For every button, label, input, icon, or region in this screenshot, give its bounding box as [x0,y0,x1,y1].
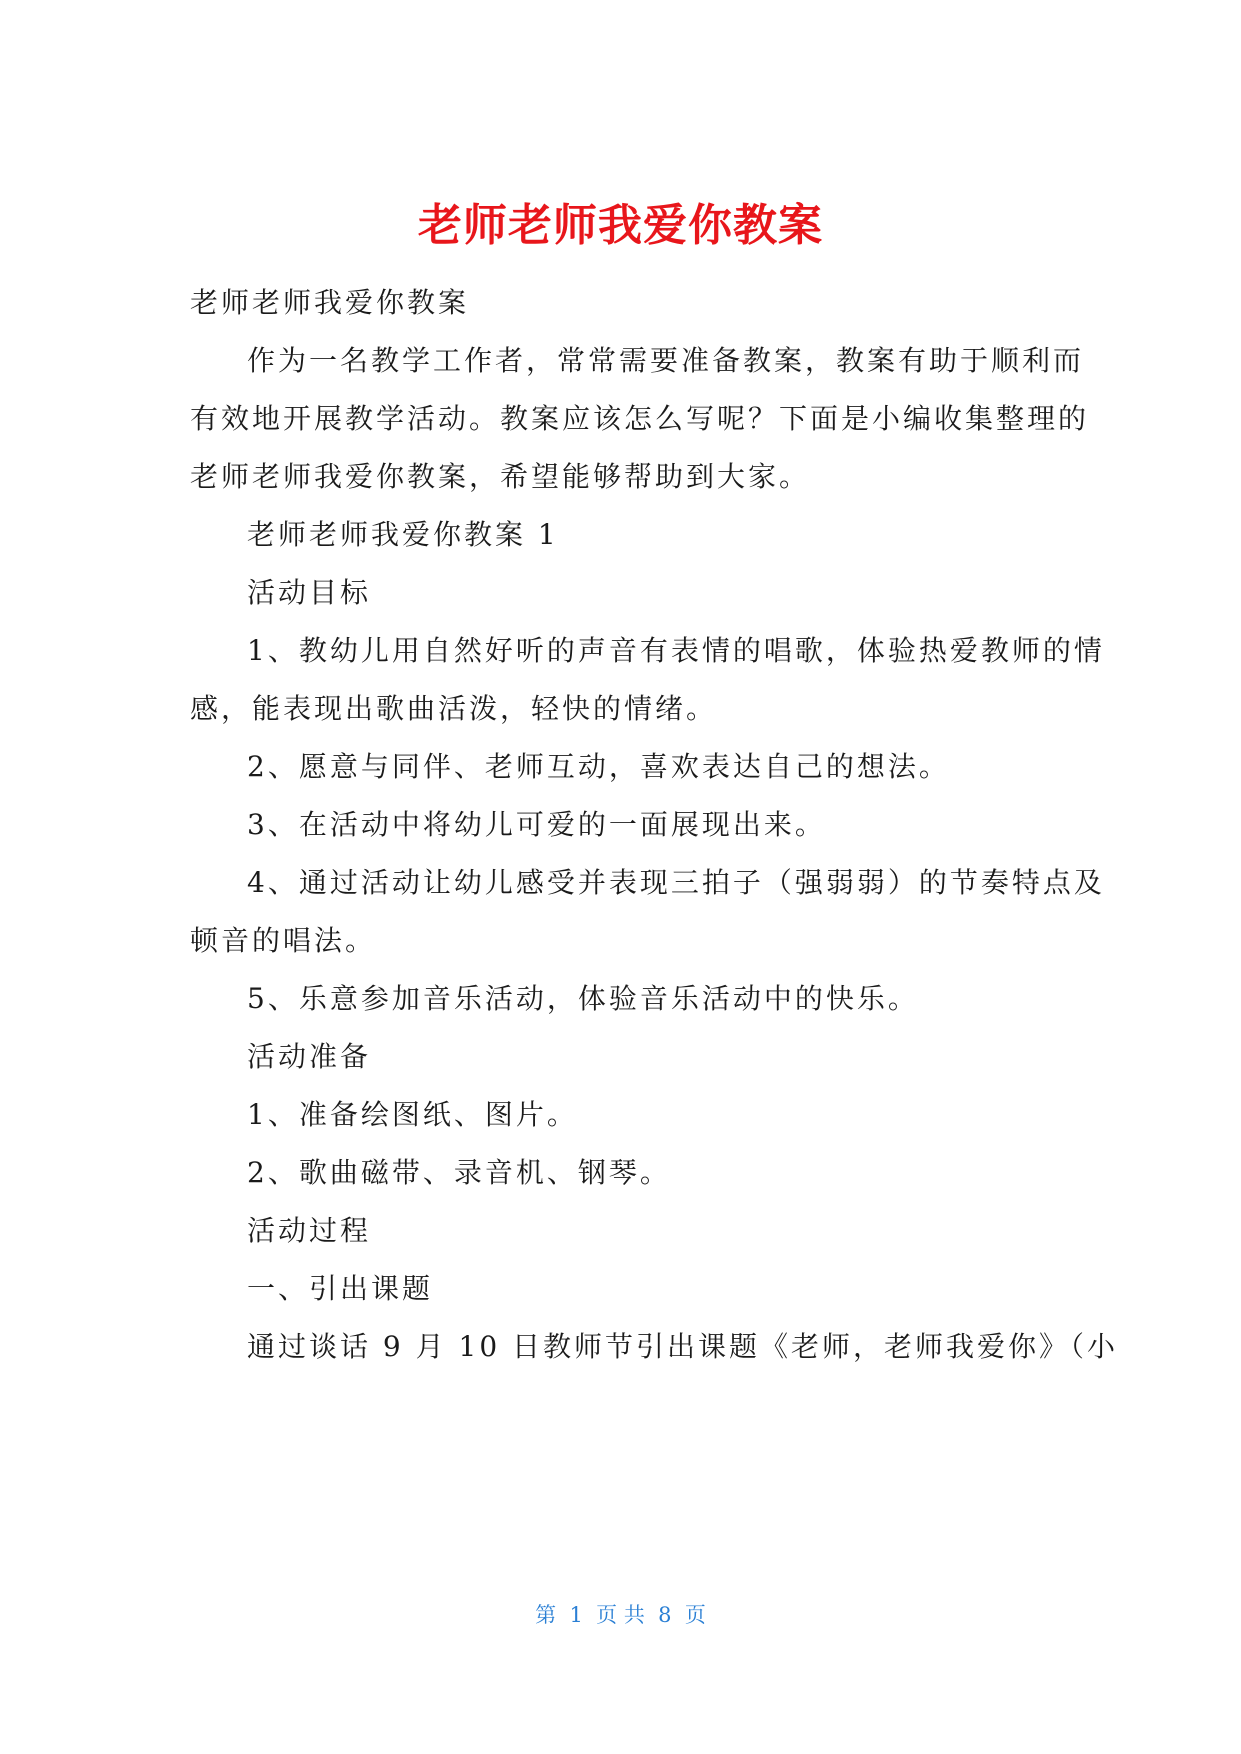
paragraph-line: 有效地开展教学活动。教案应该怎么写呢？下面是小编收集整理的 [190,402,1090,435]
list-item: 3、在活动中将幼儿可爱的一面展现出来。 [247,808,826,841]
list-item: 5、乐意参加音乐活动，体验音乐活动中的快乐。 [247,982,919,1015]
section-heading: 活动准备 [247,1040,372,1073]
list-item-continuation: 顿音的唱法。 [190,924,377,957]
list-item: 1、教幼儿用自然好听的声音有表情的唱歌，体验热爱教师的情 [247,634,1105,667]
paragraph-line: 通过谈话 9 月 10 日教师节引出课题《老师，老师我爱你》（小 [247,1330,1119,1363]
section-heading: 老师老师我爱你教案 1 [247,518,559,551]
page-number-footer: 第 1 页 共 8 页 [535,1603,706,1627]
list-item: 2、愿意与同伴、老师互动，喜欢表达自己的想法。 [247,750,950,783]
list-item-continuation: 感，能表现出歌曲活泼，轻快的情绪。 [190,692,718,725]
paragraph-line: 作为一名教学工作者，常常需要准备教案，教案有助于顺利而 [247,344,1085,377]
list-item: 2、歌曲磁带、录音机、钢琴。 [247,1156,671,1189]
section-heading: 活动目标 [247,576,372,609]
list-item: 4、通过活动让幼儿感受并表现三拍子（强弱弱）的节奏特点及 [247,866,1105,899]
document-title: 老师老师我爱你教案 [418,200,823,251]
subsection-heading: 一、引出课题 [247,1272,434,1305]
paragraph-line: 老师老师我爱你教案，希望能够帮助到大家。 [190,460,811,493]
list-item: 1、准备绘图纸、图片。 [247,1098,578,1131]
subtitle-line: 老师老师我爱你教案 [190,286,470,319]
section-heading: 活动过程 [247,1214,372,1247]
